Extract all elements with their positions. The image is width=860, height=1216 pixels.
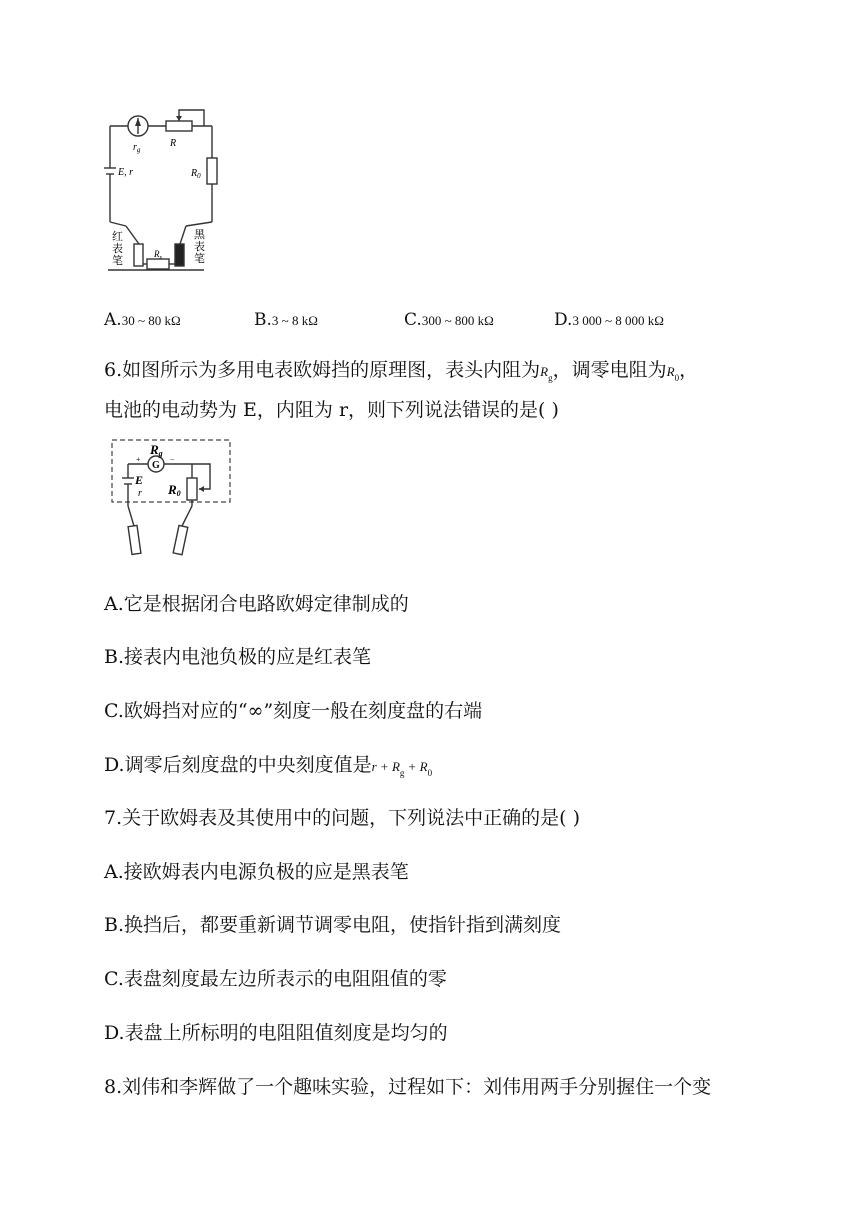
q5-red-probe-label xyxy=(112,230,123,267)
q5-option-b[interactable]: B.3 ~ 8 kΩ xyxy=(254,310,318,330)
q6-minus-sign: − xyxy=(170,455,175,464)
q5-r0-label: $R_0$ xyxy=(191,168,201,180)
q6-circuit-figure xyxy=(110,436,235,561)
q6-option-d[interactable]: D.调零后刻度盘的中央刻度值是$r + R_g + R_0$ xyxy=(104,754,433,778)
q5-circuit-figure xyxy=(104,104,224,274)
q5-option-a[interactable]: A.30 ~ 80 kΩ xyxy=(104,310,181,330)
q6-r-label: r xyxy=(138,488,142,499)
q6-stem-line1: 6.如图所示为多用电表欧姆挡的原理图，表头内阻为$R_g$，调零电阻为$R_0$， xyxy=(104,359,699,383)
q5-option-c[interactable]: C.300 ~ 800 kΩ xyxy=(404,310,494,330)
q7-option-b[interactable]: B.换挡后，都要重新调节调零电阻，使指针指到满刻度 xyxy=(104,914,562,936)
svg-text:表: 表 xyxy=(112,243,123,255)
q6-galvanometer-label: G xyxy=(152,460,160,471)
q7-option-a[interactable]: A.接欧姆表内电源负极的应是黑表笔 xyxy=(104,861,409,883)
q6-option-c[interactable]: C.欧姆挡对应的“∞”刻度一般在刻度盘的右端 xyxy=(104,700,483,722)
q6-e-label: E xyxy=(135,473,144,487)
svg-text:红: 红 xyxy=(112,231,123,243)
q6-option-b[interactable]: B.接表内电池负极的应是红表笔 xyxy=(104,646,372,668)
q5-black-probe-label xyxy=(194,228,206,265)
q6-stem-line2: 电池的电动势为 E，内阻为 r，则下列说法错误的是( ) xyxy=(104,399,559,421)
q7-option-c[interactable]: C.表盘刻度最左边所表示的电阻阻值的零 xyxy=(104,968,447,990)
svg-text:黑: 黑 xyxy=(194,229,205,241)
q5-rg-label: $r_g$ xyxy=(133,142,141,154)
q7-stem: 7.关于欧姆表及其使用中的问题，下列说法中正确的是( ) xyxy=(104,807,580,829)
q6-rg-label: Rg xyxy=(150,442,163,458)
q5-option-d[interactable]: D.3 000 ~ 8 000 kΩ xyxy=(554,310,664,330)
q6-r0-label: R0 xyxy=(168,482,181,498)
q8-stem: 8.刘伟和李辉做了一个趣味实验，过程如下：刘伟用两手分别握住一个变 xyxy=(104,1076,712,1098)
svg-text:笔: 笔 xyxy=(194,253,205,265)
q7-option-d[interactable]: D.表盘上所标明的电阻阻值刻度是均匀的 xyxy=(104,1022,448,1044)
q6-plus-sign: + xyxy=(136,455,141,464)
q6-option-a[interactable]: A.它是根据闭合电路欧姆定律制成的 xyxy=(104,593,409,615)
svg-text:表: 表 xyxy=(194,241,205,253)
svg-text:笔: 笔 xyxy=(112,255,123,267)
q5-rx-label: $R_x$ xyxy=(154,249,163,261)
q5-r-label: R xyxy=(170,138,177,149)
q5-er-label: E, r xyxy=(118,167,133,178)
